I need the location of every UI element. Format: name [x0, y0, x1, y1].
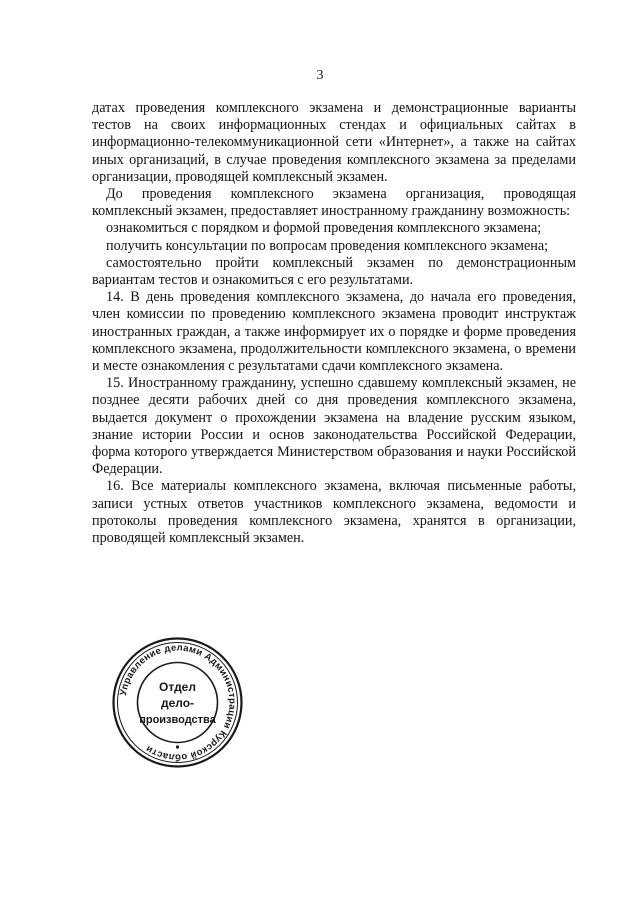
list-item-self-test: самостоятельно пройти комплексный экзамен по демонстрационным вариантам тестов и ознакомиться с его результатами.: [92, 254, 576, 289]
paragraph-16: 16. Все материалы комплексного экзамена, включая письменные работы, записи устных ответов участников комплексного экзамена, ведомости и протоколы проведения комплексного экзамена, хранятся в организации, проводящей комплексный экзамен.: [92, 478, 576, 547]
list-item-familiarize: ознакомиться с порядком и формой проведения комплексного экзамена;: [106, 220, 542, 237]
stamp-ring-text: Управление делами Администрации Курской области: [117, 642, 238, 763]
official-stamp: [110, 635, 245, 770]
page-number: 3: [316, 68, 324, 83]
paragraph-continuation: датах проведения комплексного экзамена и демонстрационные варианты тестов на своих информационных стендах и официальных сайтах в информационно-телекоммуникационной сети «Интернет», а также на сайтах иных организаций, в случае проведения комплексного экзамена за пределами организации, проводящей комплексный экзамен.: [92, 100, 576, 185]
paragraph-intro: До проведения комплексного экзамена организация, проводящая комплексный экзамен, предоставляет иностранному гражданину возможность:: [92, 186, 576, 220]
stamp-center-line-2: дело-: [160, 696, 195, 710]
stamp-center-line-1: Отдел: [159, 680, 196, 694]
list-item-consultation: получить консультации по вопросам проведения комплексного экзамена;: [106, 237, 549, 254]
paragraph-15: 15. Иностранному гражданину, успешно сдавшему комплексный экзамен, не позднее десяти рабочих дней со дня проведения комплексного экзамена, выдается документ о прохождении экзамена на владение русским языком, знание истории России и основ законодательства Российской Федерации, форма которого утверждается Министерством образования и науки Российской Федерации.: [92, 375, 576, 478]
stamp-center-line-3: производства: [139, 714, 216, 726]
document-body: [92, 100, 576, 547]
stamp-seal-icon: [110, 635, 245, 770]
paragraph-14: 14. В день проведения комплексного экзамена, до начала его проведения, член комиссии по проведению комплексного экзамена проводит инструктаж иностранных граждан, а также информирует их о порядке и форме проведения комплексного экзамена, продолжительности комплексного экзамена, о времени и месте ознакомления с результатами сдачи комплексного экзамена.: [92, 289, 576, 375]
